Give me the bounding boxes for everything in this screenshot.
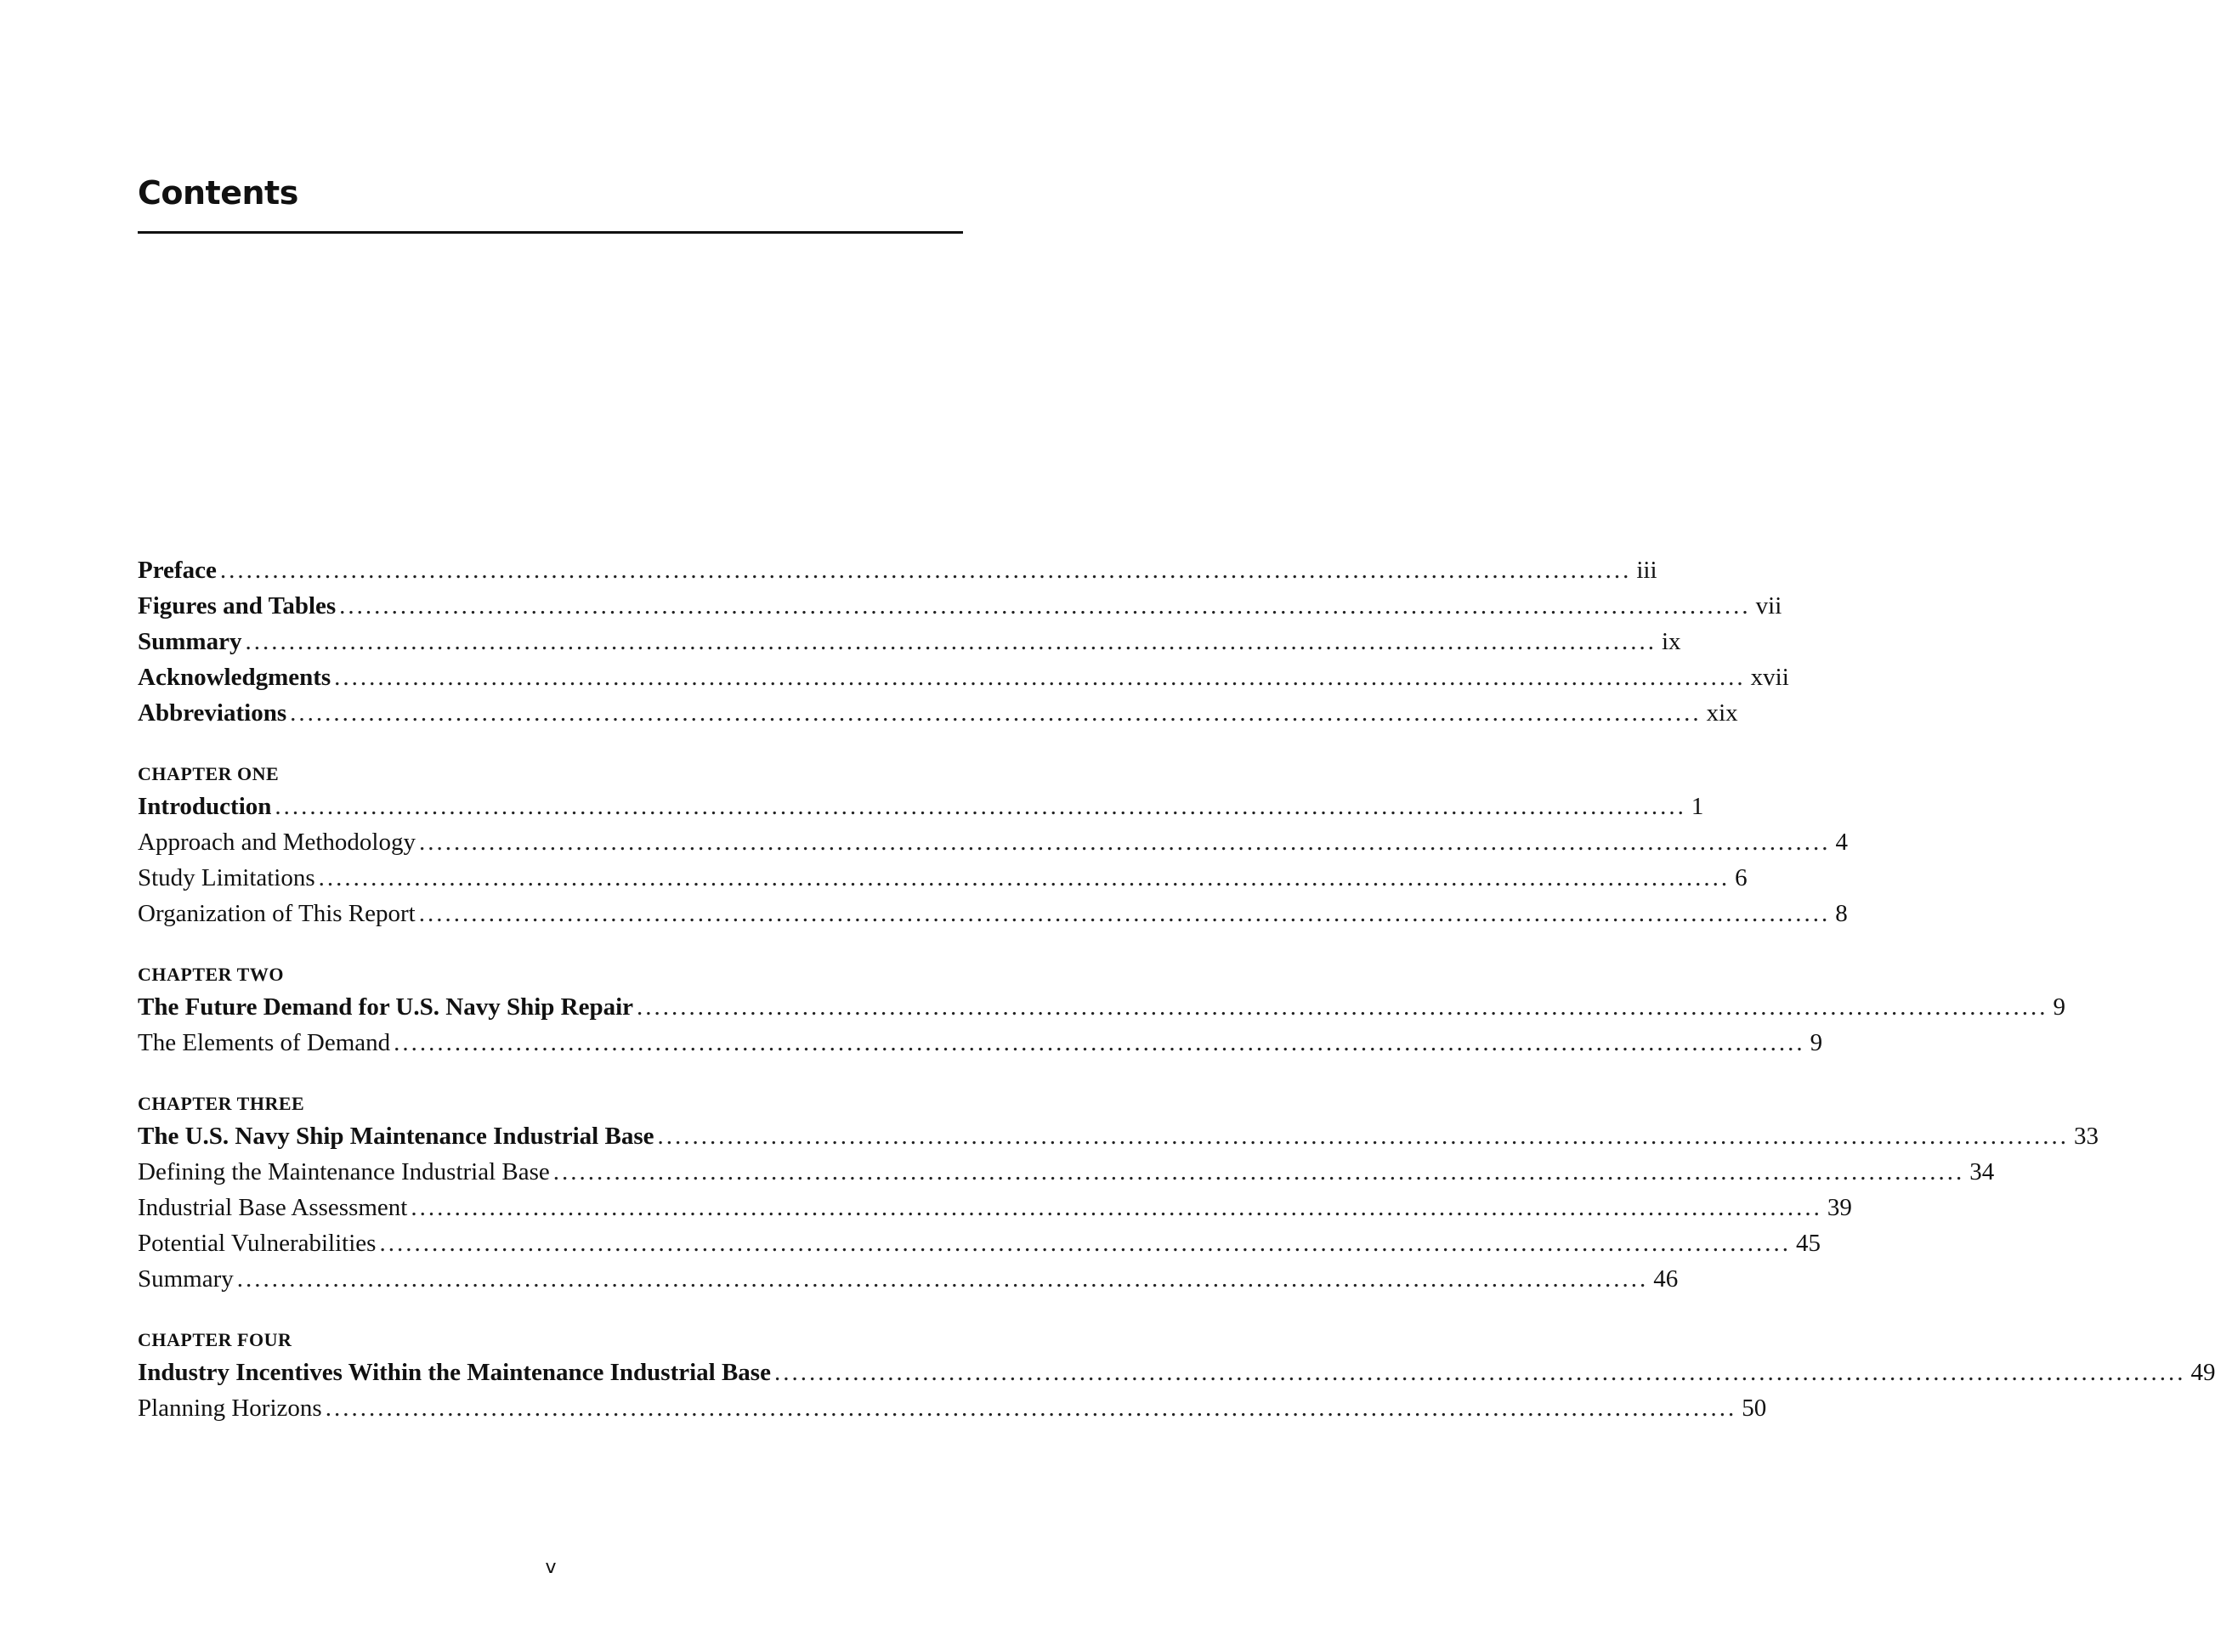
toc-section-entry[interactable] [138,860,1748,896]
dot-leader: .................................................................................................................................................................. [290,699,1702,727]
toc-page-number: 34 [1969,1158,1995,1185]
chapter-label: CHAPTER ONE [138,763,280,784]
chapter-label: CHAPTER FOUR [138,1329,292,1350]
dot-leader: .................................................................................................................................................................. [657,1123,2069,1150]
toc-section-entry[interactable] [138,1261,1679,1297]
toc-entry-label: Potential Vulnerabilities [138,1230,377,1257]
toc-entry-label: Organization of This Report [138,900,416,927]
toc-entry-label: Industry Incentives Within the Maintenance Industrial Base [138,1359,771,1386]
page-folio: v [545,1557,557,1578]
chapter-label: CHAPTER THREE [138,1093,305,1114]
toc-entry-label: Abbreviations [138,699,287,727]
dot-leader: .................................................................................................................................................................. [419,829,1831,856]
toc-entry-label: Preface [138,557,217,584]
toc-section-entry[interactable] [138,1225,1821,1261]
toc-entry-label: Summary [138,628,242,655]
dot-leader: .................................................................................................................................................................. [339,592,1751,620]
toc-entry-label: Study Limitations [138,864,315,891]
toc-entry-label: Defining the Maintenance Industrial Base [138,1158,550,1185]
toc-entry-label: Industrial Base Assessment [138,1194,408,1221]
toc-section-entry[interactable] [138,1154,1995,1190]
toc-page-number: ix [1661,628,1681,655]
toc-entry-label: The Elements of Demand [138,1029,391,1056]
toc-page-number: 33 [2074,1123,2099,1150]
toc-page-number: 1 [1691,793,1704,820]
dot-leader: .................................................................................................................................................................. [411,1194,1822,1221]
toc-page-number: 45 [1795,1230,1821,1257]
page-title: Contents [138,174,298,212]
toc-entry-label: Introduction [138,793,272,820]
toc-page-number: 49 [2190,1359,2215,1386]
toc-entry-preface[interactable] [138,552,1657,588]
dot-leader: .................................................................................................................................................................. [379,1230,1791,1257]
toc-page-number: vii [1755,592,1782,620]
dot-leader: .................................................................................................................................................................. [773,1359,2186,1386]
toc-page-number: 46 [1653,1265,1679,1293]
toc-entry-label: Approach and Methodology [138,829,416,856]
toc-section-entry[interactable] [138,1190,1852,1225]
toc-page-number: 9 [2053,993,2066,1021]
toc-entry-label: Acknowledgments [138,664,331,691]
dot-leader: .................................................................................................................................................................. [245,628,1657,655]
toc-page-number: xvii [1750,664,1789,691]
dot-leader: .................................................................................................................................................................. [334,664,1746,691]
dot-leader: .................................................................................................................................................................. [394,1029,1805,1056]
toc-page-number: 8 [1835,900,1848,927]
toc-section-entry[interactable] [138,896,1848,931]
toc-section-entry[interactable] [138,824,1848,860]
dot-leader: .................................................................................................................................................................. [219,557,1632,584]
dot-leader: .................................................................................................................................................................. [637,993,2048,1021]
toc-entry-label: The Future Demand for U.S. Navy Ship Repair [138,993,634,1021]
dot-leader: .................................................................................................................................................................. [318,864,1731,891]
toc-entry-summary[interactable] [138,624,1681,659]
dot-leader: .................................................................................................................................................................. [236,1265,1649,1293]
toc-entry-acknowledgments[interactable] [138,659,1789,695]
toc-page-number: iii [1636,557,1657,584]
dot-leader: .................................................................................................................................................................. [325,1395,1737,1422]
toc-page-number: 50 [1742,1395,1767,1422]
toc-chapter-title[interactable] [138,1118,2099,1154]
toc-chapter-title[interactable] [138,989,2066,1025]
toc-section-entry[interactable] [138,1390,1767,1426]
table-of-contents [138,552,2215,1426]
toc-section-entry[interactable] [138,1025,1823,1061]
toc-entry-label: The U.S. Navy Ship Maintenance Industrial Base [138,1123,654,1150]
toc-page-number: 6 [1735,864,1748,891]
toc-entry-abbreviations[interactable] [138,695,1738,731]
toc-chapter-title[interactable] [138,789,1704,824]
toc-entry-label: Planning Horizons [138,1395,322,1422]
toc-entry-figures-and-tables[interactable] [138,588,1782,624]
dot-leader: .................................................................................................................................................................. [552,1158,1965,1185]
toc-page-number: 9 [1810,1029,1823,1056]
dot-leader: .................................................................................................................................................................. [275,793,1686,820]
toc-page-number: xix [1706,699,1738,727]
chapter-label: CHAPTER TWO [138,964,284,985]
toc-chapter-title[interactable] [138,1355,2215,1390]
toc-entry-label: Summary [138,1265,234,1293]
toc-entry-label: Figures and Tables [138,592,337,620]
toc-page-number: 39 [1827,1194,1852,1221]
dot-leader: .................................................................................................................................................................. [418,900,1831,927]
toc-page-number: 4 [1835,829,1848,856]
title-divider [138,231,963,234]
